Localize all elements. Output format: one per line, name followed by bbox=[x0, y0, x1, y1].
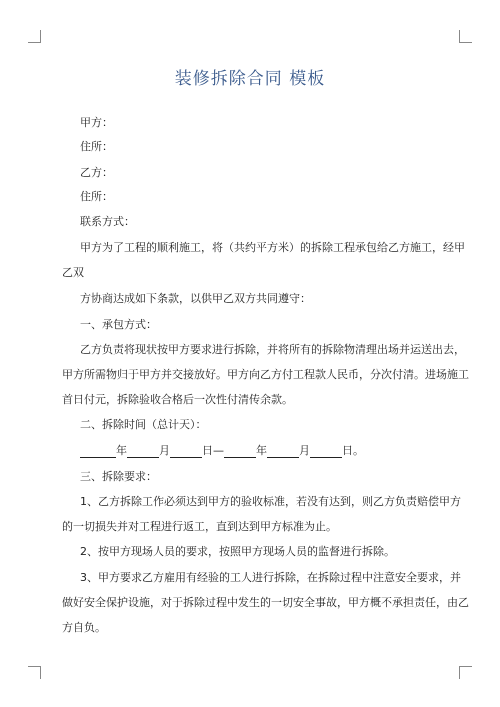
section-3-rule-2: 2、按甲方现场人员的要求，按照甲方现场人员的监督进行拆除。 bbox=[80, 545, 395, 558]
month-end-label: 月 bbox=[299, 444, 310, 457]
address-a-label: 住所： bbox=[80, 140, 113, 153]
section-3-rule-1-line-1: 1、乙方拆除工作必须达到甲方的验收标准，若没有达到，则乙方负责赔偿甲方 bbox=[80, 495, 461, 508]
year-start-label: 年 bbox=[116, 444, 127, 457]
section-1-line-3: 首日付元，拆除验收合格后一次性付清传余款。 bbox=[62, 393, 293, 406]
month-end-blank bbox=[267, 445, 299, 458]
party-a-label: 甲方： bbox=[80, 116, 113, 129]
intro-paragraph-line-1: 甲方为了工程的顺利施工，将（共约平方米）的拆除工程承包给乙方施工，经甲 bbox=[80, 241, 465, 254]
day-end-label: 日。 bbox=[342, 444, 364, 457]
address-b-label: 住所： bbox=[80, 190, 113, 203]
party-b-label: 乙方： bbox=[80, 166, 113, 179]
intro-paragraph-line-2: 乙双 bbox=[62, 266, 84, 279]
section-3-rule-1-line-2: 的一切损失并对工程进行返工，直到达到甲方标准为止。 bbox=[62, 520, 337, 533]
contact-label: 联系方式： bbox=[80, 215, 135, 228]
month-start-blank bbox=[127, 445, 159, 458]
day-start-label: 日— bbox=[202, 444, 224, 457]
section-1-line-1: 乙方负责将现状按甲方要求进行拆除，并将所有的拆除物清理出场并运送出去， bbox=[80, 343, 465, 356]
year-end-blank bbox=[224, 445, 256, 458]
year-end-label: 年 bbox=[256, 444, 267, 457]
intro-paragraph-line-3: 方协商达成如下条款，以供甲乙双方共同遵守： bbox=[80, 292, 311, 305]
section-3-rule-3-line-1: 3、甲方要求乙方雇用有经验的工人进行拆除，在拆除过程中注意安全要求，并 bbox=[80, 571, 461, 584]
day-start-blank bbox=[170, 445, 202, 458]
month-start-label: 月 bbox=[159, 444, 170, 457]
corner-mark-bottom-left bbox=[28, 666, 41, 679]
section-1-line-2: 甲方所需物归于甲方并交接放好。甲方向乙方付工程款人民币，分次付清。进场施工 bbox=[62, 368, 469, 381]
document-title: 装修拆除合同 模板 bbox=[174, 69, 326, 89]
corner-mark-top-right bbox=[459, 30, 472, 43]
section-1-heading: 一、承包方式： bbox=[80, 318, 157, 331]
section-2-heading: 二、拆除时间（总计天）： bbox=[80, 418, 207, 431]
day-end-blank bbox=[310, 445, 342, 458]
section-3-rule-3-line-3: 方自负。 bbox=[62, 621, 106, 634]
section-2-date-range bbox=[80, 444, 364, 458]
year-start-blank bbox=[80, 445, 116, 458]
section-3-rule-3-line-2: 做好安全保护设施，对于拆除过程中发生的一切安全事故，甲方概不承担责任，由乙 bbox=[62, 596, 469, 609]
corner-mark-top-left bbox=[28, 30, 41, 43]
section-3-heading: 三、拆除要求： bbox=[80, 470, 157, 483]
corner-mark-bottom-right bbox=[459, 666, 472, 679]
